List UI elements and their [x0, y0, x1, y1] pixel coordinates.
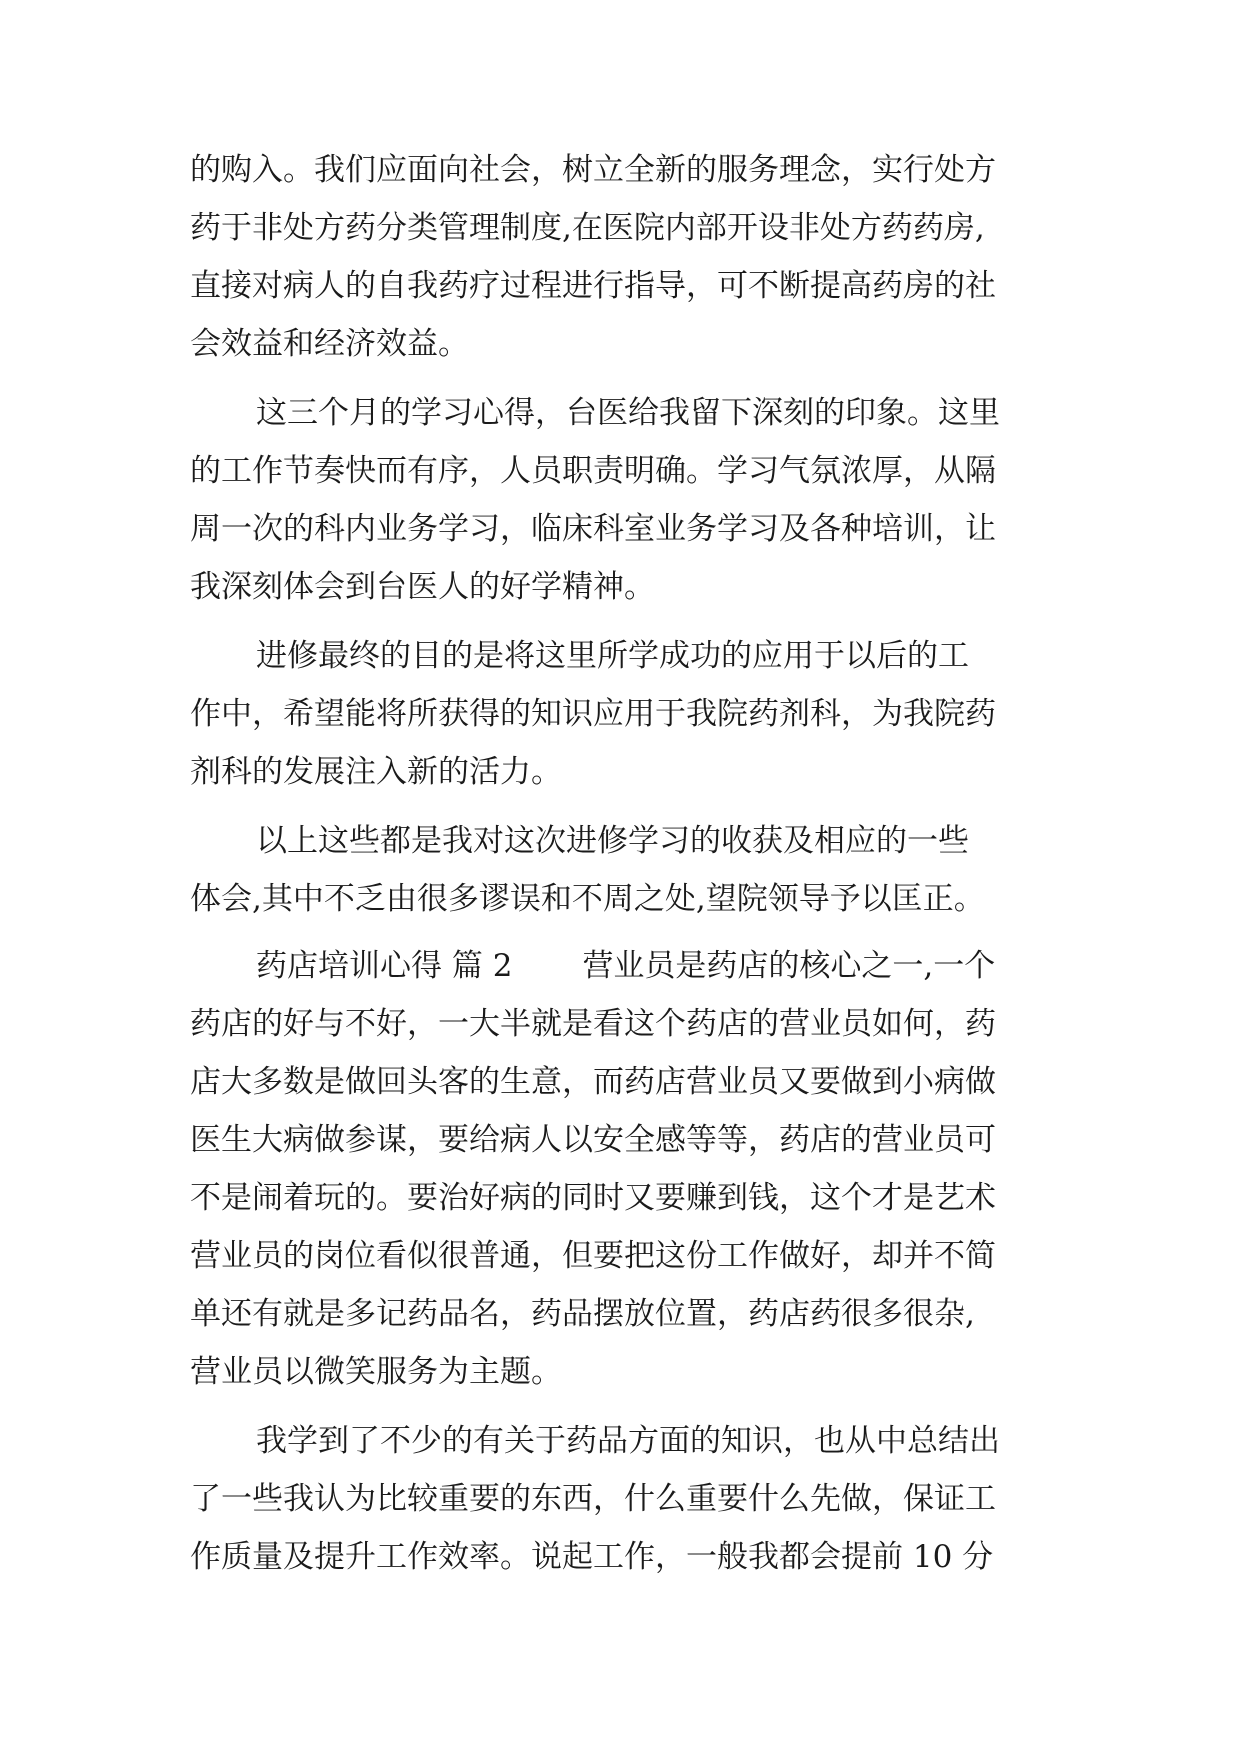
- paragraph-start-line: 这三个月的学习心得，台医给我留下深刻的印象。这里: [256, 395, 1000, 431]
- text-line: 周一次的科内业务学习，临床科室业务学习及各种培训，让: [190, 511, 996, 547]
- text-line: 了一些我认为比较重要的东西，什么重要什么先做，保证工: [190, 1481, 996, 1517]
- section-heading-line: [256, 946, 995, 986]
- section-heading: 药店培训心得 篇 2: [256, 948, 513, 984]
- text-line: 作质量及提升工作效率。说起工作，一般我都会提前 10 分: [190, 1539, 994, 1575]
- text-line: 直接对病人的自我药疗过程进行指导，可不断提高药房的社: [190, 268, 996, 304]
- text-line: 单还有就是多记药品名，药品摆放位置，药店药很多很杂,: [190, 1296, 975, 1332]
- text-line: 的工作节奏快而有序，人员职责明确。学习气氛浓厚，从隔: [190, 453, 996, 489]
- text-line: 的购入。我们应面向社会，树立全新的服务理念，实行处方: [190, 152, 996, 188]
- text-line: 营业员以微笑服务为主题。: [190, 1354, 562, 1390]
- text-line: 药店的好与不好，一大半就是看这个药店的营业员如何，药: [190, 1006, 996, 1042]
- text-line: 营业员的岗位看似很普通，但要把这份工作做好，却并不简: [190, 1238, 996, 1274]
- text-line: 剂科的发展注入新的活力。: [190, 754, 562, 790]
- text-line: 我深刻体会到台医人的好学精神。: [190, 569, 655, 605]
- text-line: 会效益和经济效益。: [190, 326, 469, 362]
- text-line: 体会,其中不乏由很多谬误和不周之处,望院领导予以匡正。: [190, 881, 985, 917]
- paragraph-start-line: 进修最终的目的是将这里所学成功的应用于以后的工: [256, 638, 969, 674]
- text-line: 不是闹着玩的。要治好病的同时又要赚到钱，这个才是艺术: [190, 1180, 996, 1216]
- text-line: 店大多数是做回头客的生意，而药店营业员又要做到小病做: [190, 1064, 996, 1100]
- text-line: 作中，希望能将所获得的知识应用于我院药剂科，为我院药: [190, 696, 996, 732]
- text-line: 营业员是药店的核心之一,一个: [582, 948, 996, 984]
- paragraph-start-line: 我学到了不少的有关于药品方面的知识，也从中总结出: [256, 1423, 1000, 1459]
- text-line: 药于非处方药分类管理制度,在医院内部开设非处方药药房,: [190, 210, 985, 246]
- text-line: 医生大病做参谋，要给病人以安全感等等，药店的营业员可: [190, 1122, 996, 1158]
- paragraph-start-line: 以上这些都是我对这次进修学习的收获及相应的一些: [256, 823, 969, 859]
